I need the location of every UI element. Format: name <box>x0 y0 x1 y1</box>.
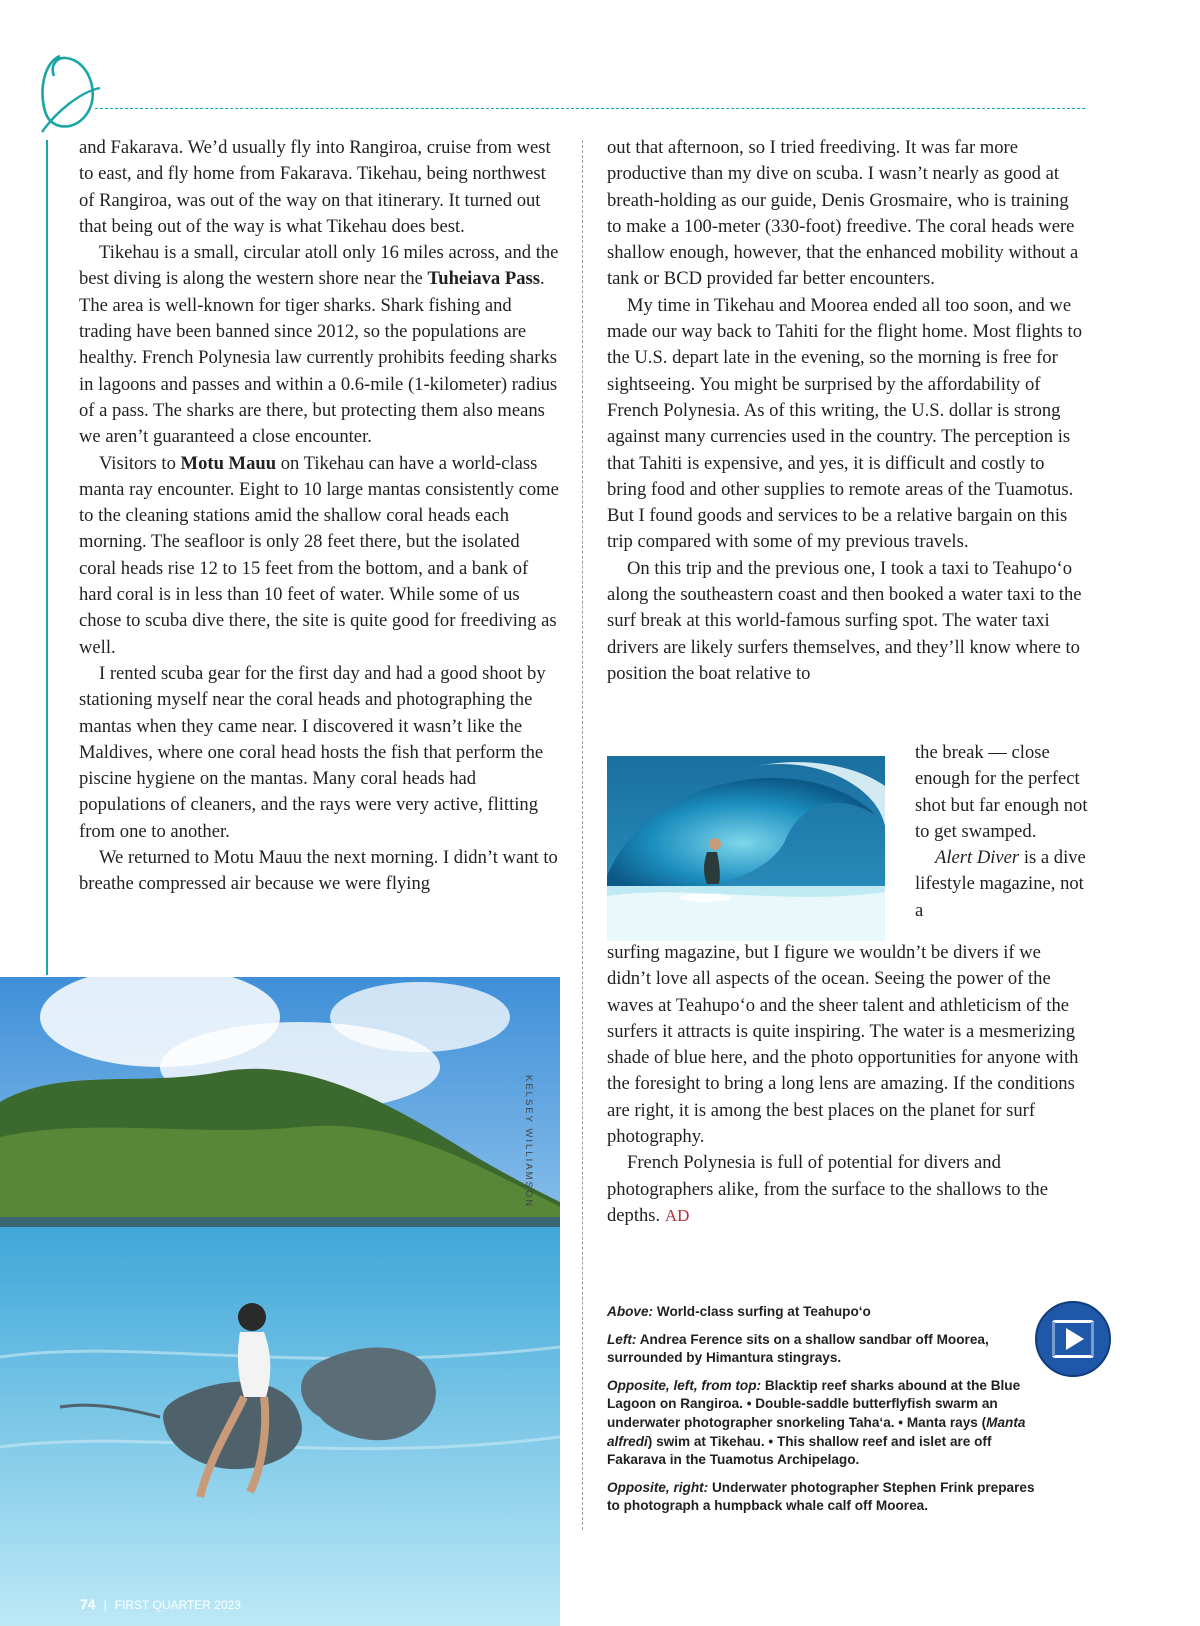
paragraph: My time in Tikehau and Moorea ended all too soon, and we made our way back to Tahiti for the flight home. Most flights to the U.S. depart late in the evening, so the morning is free for sightseeing. You might be surprised by the affordability of French Polynesia. As of this writing, the U.S. dollar is strong against many currencies used in the country. The perception is that Tahiti is expensive, and yes, it is difficult and costly to bring food and other supplies to remote areas of the Tuamotus. But I found goods and services to be a relative bargain on this trip compared with some of my previous travels. <box>607 294 1082 553</box>
paragraph: Visitors to Motu Mauu on Tikehau can have a world-class manta ray encounter. Eight to 10 large mantas consistently come to the cleaning stations amid the shallow coral heads each morning. The seafloor is only 28 feet there, but the isolated coral heads rise 12 to 15 feet from the bottom, and a bank of hard coral is in less than 10 feet of water. While some of us chose to scuba dive there, the site is quite good for freediving as well. <box>79 452 559 658</box>
surfing-photo <box>607 756 885 941</box>
header-rule <box>95 108 1085 109</box>
paragraph: surfing magazine, but I figure we wouldn’t be divers if we didn’t love all aspects of the ocean. Seeing the power of the waves at Teahupo‘o and the sheer talent and athleticism of the surfers it attracts is quite inspiring. The water is a mesmerizing shade of blue here, and the photo opportunities for anyone with the foresight to bring a long lens are amazing. If the conditions are right, it is among the best places on the planet for surf photography. <box>607 942 1079 1148</box>
section-logo-icon <box>36 52 106 138</box>
caption: Opposite, left, from top: Blacktip reef sharks abound at the Blue Lagoon on Rangiroa. • Double-saddle butterflyfish swarm an underwater photographer snorkeling Taha‘a. • Manta rays (Manta alfredi) swim at Tikehau. • This shallow reef and islet are off Fakarava in the Tuamotus Archipelago. <box>607 1377 1026 1468</box>
wrapped-text: the break — close enough for the perfect shot but far enough not to get swamped. Alert Diver is a dive lifestyle magazine, not a <box>915 742 1088 921</box>
paragraph: and Fakarava. We’d usually fly into Rangiroa, cruise from west to east, and fly home from Fakarava. Tikehau, being northwest of Rangiroa, was out of the way on that itinerary. It turned out that being out of the way is what Tikehau does best. <box>79 137 551 237</box>
paragraph: On this trip and the previous one, I took a taxi to Teahupo‘o along the southeastern coast and then booked a water taxi to the surf break at this world-famous surfing spot. The water taxi drivers are likely surfers themselves, and they’ll know where to position the boat relative to <box>607 557 1082 684</box>
paragraph: We returned to Motu Mauu the next morning. I didn’t want to breathe compressed air because we were flying <box>79 847 558 895</box>
video-play-icon[interactable] <box>1034 1300 1112 1378</box>
page-number: 74 <box>80 1596 96 1612</box>
stingray-photo <box>0 977 560 1626</box>
paragraph: Tikehau is a small, circular atoll only 16 miles across, and the best diving is along the western shore near the Tuheiava Pass. The area is well-known for tiger sharks. Shark fishing and trading have been banned since 2012, so the populations are healthy. French Polynesia law currently prohibits feeding sharks in lagoons and passes and within a 0.6-mile (1-kilometer) radius of a pass. The sharks are there, but protecting them also means we aren’t guaranteed a close encounter. <box>79 242 559 448</box>
caption: Left: Andrea Ference sits on a shallow sandbar off Moorea, surrounded by Himantura stingrays. <box>607 1331 989 1366</box>
issue-label: FIRST QUARTER 2023 <box>114 1598 241 1612</box>
page-folio: 74 | FIRST QUARTER 2023 <box>80 1596 241 1612</box>
column-accent-line <box>46 140 48 975</box>
end-mark: AD <box>664 1205 690 1225</box>
caption: Above: World-class surfing at Teahupo‘o <box>607 1304 871 1319</box>
article-column-left <box>79 135 559 898</box>
photo-credit: KELSEY WILLIAMSON <box>523 1075 534 1209</box>
column-divider <box>582 140 583 1530</box>
paragraph: French Polynesia is full of potential for divers and photographers alike, from the surface to the shallows to the depths. AD <box>607 1152 1048 1226</box>
caption: Opposite, right: Underwater photographer Stephen Frink prepares to photograph a humpback whale calf off Moorea. <box>607 1479 1035 1514</box>
paragraph: out that afternoon, so I tried freediving. It was far more productive than my dive on scuba. I wasn’t nearly as good at breath-holding as our guide, Denis Grosmaire, who is training to make a 100-meter (330-foot) freedive. The coral heads were shallow enough, however, that the enhanced mobility without a tank or BCD provided far better encounters. <box>607 137 1079 290</box>
paragraph: I rented scuba gear for the first day and had a good shoot by stationing myself near the coral heads and photographing the mantas when they came near. I discovered it wasn’t like the Maldives, where one coral head hosts the fish that perform the piscine hygiene on the mantas. Many coral heads had populations of cleaners, and the rays were very active, flitting from one to another. <box>79 662 546 842</box>
photo-captions <box>607 1303 1047 1525</box>
article-column-right <box>607 135 1087 687</box>
article-column-right-continued <box>607 940 1087 1229</box>
